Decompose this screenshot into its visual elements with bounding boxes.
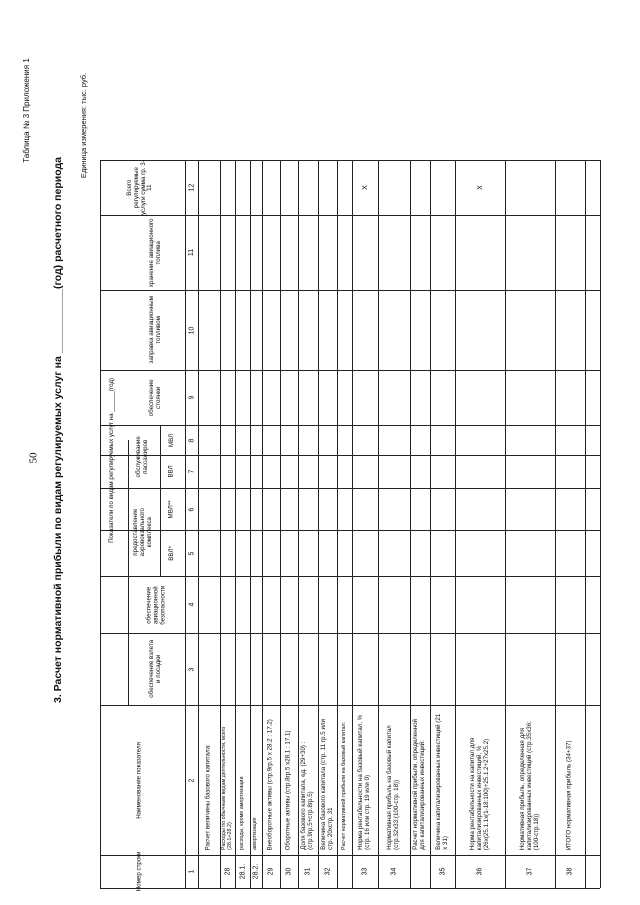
- column-number: 12: [187, 183, 195, 192]
- grid-line: [378, 160, 379, 888]
- grid-line: [337, 160, 338, 888]
- grid-line: [250, 160, 251, 888]
- row-number: 38: [566, 867, 574, 876]
- row-mark: X: [476, 185, 484, 190]
- grid-line: [100, 455, 600, 456]
- column-number: 2: [187, 778, 195, 782]
- row-indicator-name: ИТОГО нормативная прибыль (34+37): [565, 739, 573, 850]
- grid-line: [100, 160, 600, 161]
- grid-line: [100, 855, 600, 856]
- column-number: 5: [187, 551, 195, 555]
- row-number: 35: [438, 867, 446, 876]
- column-number: 6: [187, 507, 195, 511]
- row-number: 28: [223, 867, 231, 876]
- header-col56: предоставление аэровокзального комплекса: [131, 508, 153, 557]
- row-indicator-name: Величина капитализированных инвестиций (21 x 31): [434, 713, 449, 850]
- row-indicator-name: Расчет величины базового капитала:: [204, 743, 212, 850]
- row-indicator-name: Оборотные активы (стр.8гр.5 x28.1 : 17.1): [284, 729, 292, 850]
- grid-line: [160, 425, 161, 488]
- grid-line: [160, 488, 161, 576]
- row-indicator-name: Нормативная прибыль на базовый капитал (стр.32x33:(100-стр. 18)): [386, 725, 400, 850]
- unit-note: Единица измерения: тыс. руб.: [78, 72, 88, 178]
- header-col8: МВЛ: [167, 433, 175, 447]
- row-number: 33: [361, 867, 369, 876]
- column-number: 10: [187, 326, 195, 334]
- row-indicator-name: Нормативная прибыль, определенная для капитализированных инвестиций (стр.35x36:(100-стр.18)): [518, 721, 540, 851]
- grid-line: [198, 160, 199, 888]
- grid-line: [100, 370, 600, 371]
- grid-line: [100, 888, 600, 889]
- grid-line: [100, 215, 600, 216]
- column-number: 4: [187, 602, 195, 607]
- header-col78: обслуживание пассажиров: [135, 435, 149, 477]
- grid-line: [280, 160, 281, 888]
- grid-line: [100, 290, 600, 291]
- row-mark: X: [361, 185, 369, 190]
- row-indicator-name: Расчет нормативной прибыли, определенной для капитализированных инвестиций:: [412, 719, 426, 850]
- row-indicator-name: расходы, кроме амортизации: [238, 776, 245, 850]
- row-indicator-name: Расчет нормативной прибыли на базовый капитал:: [340, 721, 347, 850]
- row-number: 28.1.: [238, 863, 246, 880]
- row-number: 29: [267, 867, 275, 876]
- row-number: 30: [285, 867, 293, 876]
- grid-line: [555, 160, 556, 888]
- row-number: 32: [323, 867, 331, 876]
- header-col9: обеспечение стоянки: [148, 378, 162, 416]
- grid-line: [585, 160, 586, 888]
- header-col12: Всего регулируемые услуги сумма гр. 3-11: [125, 160, 153, 215]
- row-number: 36: [476, 867, 484, 876]
- grid-line: [600, 160, 601, 888]
- row-number: 37: [526, 867, 534, 876]
- grid-line: [100, 160, 101, 888]
- grid-line: [100, 530, 600, 531]
- header-col5: ВВЛ*: [167, 545, 175, 561]
- column-number: 1: [187, 869, 195, 874]
- grid-line: [318, 160, 319, 888]
- column-number: 7: [187, 469, 195, 474]
- row-indicator-name: Норма рентабельности на базовый капитал, % (стр. 16 или стр. 19 или 0): [357, 714, 371, 850]
- row-indicator-name: Расходы по обычным видам деятельности, всего (28.1+28.2): [220, 726, 233, 850]
- grid-line: [185, 160, 186, 888]
- grid-line: [100, 705, 600, 706]
- row-number: 31: [304, 867, 312, 876]
- header-col10: заправка авиационным топливом: [148, 296, 162, 364]
- grid-line: [352, 160, 353, 888]
- column-number: 8: [187, 438, 195, 442]
- table-reference: Таблица № 3 Приложения 1: [21, 57, 31, 163]
- header-col3: обеспечение взлета и посадки: [148, 639, 162, 698]
- grid-line: [262, 160, 263, 888]
- grid-line: [100, 425, 600, 426]
- header-col7: ВВЛ: [167, 465, 175, 478]
- header-col11: хранение авиационного топлива: [148, 217, 162, 287]
- header-col6: МВЛ**: [167, 499, 175, 518]
- row-indicator-name: Доля базового капитала, ед. (29+30) : (стр.9гр.5+стр.8гр.5): [300, 741, 314, 850]
- column-number: 11: [188, 248, 196, 257]
- grid-line: [298, 160, 299, 888]
- row-indicator-name: Внеоборотные активы (стр.9гр.5 x 28.2 : 17.2): [266, 718, 274, 850]
- grid-line: [100, 633, 600, 634]
- row-indicator-name: Норма рентабельности на капитал для капитализированных инвестиций, % (26x(25.1.1x(1-18:100)+25.1.2+27x25.2): [468, 737, 490, 851]
- grid-line: [410, 160, 411, 888]
- page-title: 3. Расчет нормативной прибыли по видам регулируемых услуг на ___________(год) расчетного периода: [52, 157, 64, 703]
- grid-line: [100, 488, 600, 489]
- header-group: Показатели по видам регулируемых услуг на ______(год): [107, 377, 115, 543]
- column-number: 3: [187, 667, 195, 671]
- row-number: 28.2.: [252, 863, 260, 880]
- grid-line: [430, 160, 431, 888]
- grid-line: [455, 160, 456, 888]
- header-row-number: Номер строки: [135, 851, 143, 892]
- header-indicator: Наименование показателя: [135, 741, 143, 819]
- row-indicator-name: Величина базового капитала (стр. 11 гр.5 или стр. 20хстр. 31: [319, 719, 334, 850]
- grid-line: [128, 440, 129, 705]
- page-number: 50: [27, 452, 39, 464]
- header-col4: обеспечение авиационной безопасности: [144, 585, 166, 625]
- row-indicator-name: амортизация: [252, 817, 259, 850]
- row-number: 34: [390, 867, 398, 876]
- grid-line: [235, 160, 236, 888]
- column-number: 9: [187, 395, 195, 400]
- grid-line: [100, 576, 600, 577]
- grid-line: [505, 160, 506, 888]
